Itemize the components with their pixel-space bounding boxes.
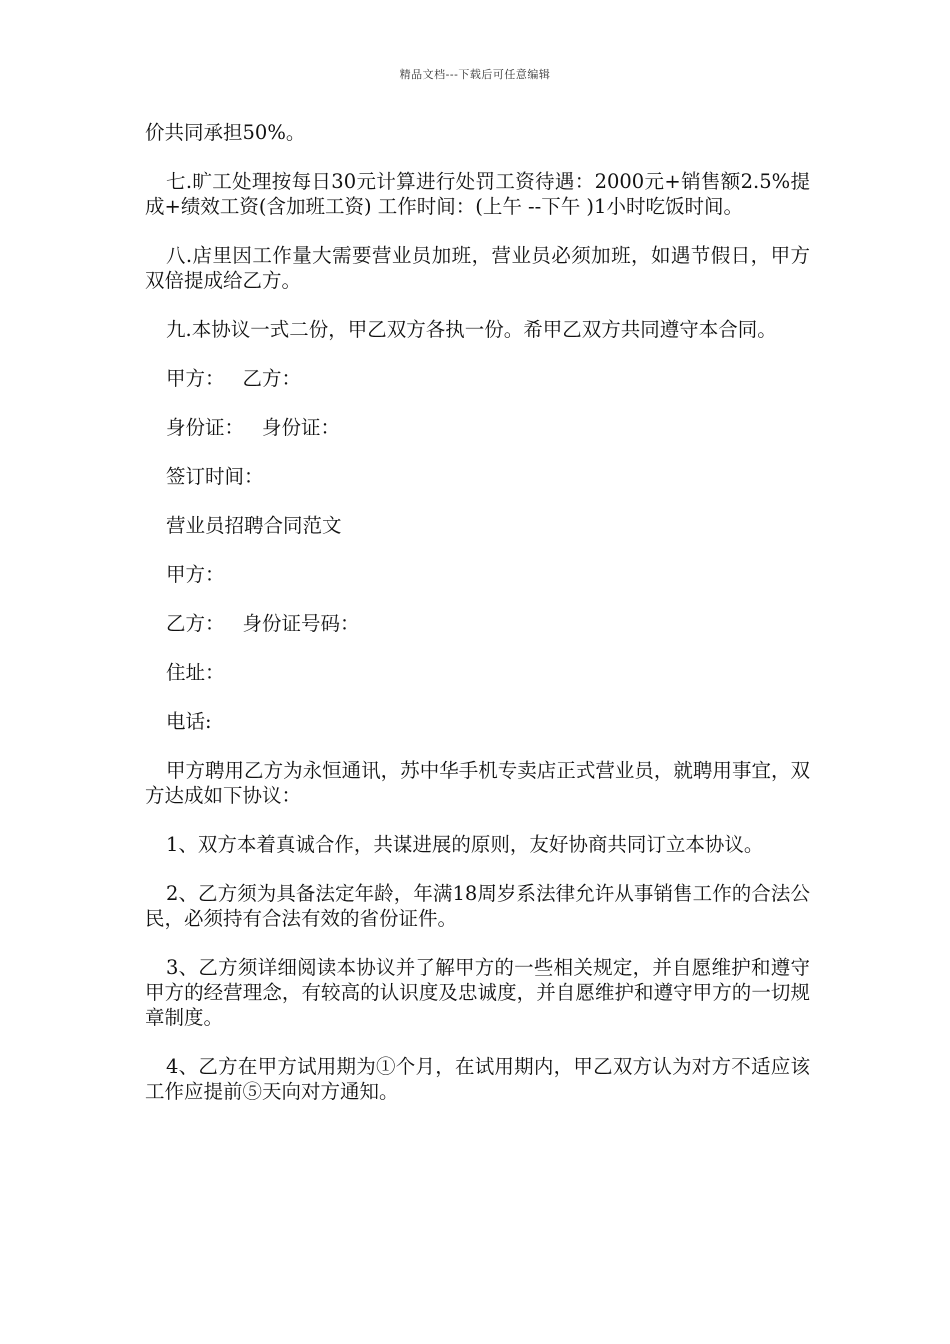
contract-clause-4: 4、乙方在甲方试用期为①个月，在试用期内，甲乙双方认为对方不适应该工作应提前⑤天向对方通知。	[145, 1055, 810, 1103]
paragraph-clause-8: 八.店里因工作量大需要营业员加班，营业员必须加班，如遇节假日，甲方双倍提成给乙方。	[145, 244, 810, 292]
contract-clause-3: 3、乙方须详细阅读本协议并了解甲方的一些相关规定，并自愿维护和遵守甲方的经营理念，有较高的认识度及忠诚度，并自愿维护和遵守甲方的一切规章制度。	[145, 956, 810, 1029]
paragraph-cost-share: 价共同承担50%。	[145, 121, 306, 144]
signature-id-b: 身份证：	[262, 416, 341, 439]
paragraph-clause-7: 七.旷工处理按每日30元计算进行处罚工资待遇：2000元+销售额2.5%提成+绩效工资(含加班工资) 工作时间：(上午 --下午 )1小时吃饭时间。	[145, 170, 810, 218]
contract-party-b-line	[145, 611, 810, 636]
signature-party-a: 甲方：	[166, 367, 225, 390]
signature-parties-line	[145, 366, 810, 391]
contract-phone: 电话:	[166, 710, 212, 733]
contract-party-a: 甲方：	[166, 563, 225, 586]
page-header: 精品文档---下载后可任意编辑	[399, 68, 551, 81]
signature-party-b: 乙方：	[242, 367, 302, 390]
contract-address: 住址：	[166, 661, 225, 684]
signature-id-line	[145, 415, 810, 440]
contract-clause-1: 1、双方本着真诚合作，共谋进展的原则，友好协商共同订立本协议。	[166, 833, 764, 856]
contract-id-number: 身份证号码：	[242, 612, 360, 635]
contract-party-b: 乙方：	[166, 612, 225, 635]
contract-intro: 甲方聘用乙方为永恒通讯，苏中华手机专卖店正式营业员，就聘用事宜，双方达成如下协议：	[145, 759, 810, 807]
contract-clause-2: 2、乙方须为具备法定年龄，年满18周岁系法律允许从事销售工作的合法公民，必须持有合法有效的省份证件。	[145, 882, 810, 930]
contract-title: 营业员招聘合同范文	[166, 514, 342, 537]
document-body	[145, 120, 810, 1128]
signature-date: 签订时间：	[166, 465, 264, 488]
paragraph-clause-9: 九.本协议一式二份，甲乙双方各执一份。希甲乙双方共同遵守本合同。	[166, 318, 777, 341]
signature-id-a: 身份证：	[166, 416, 245, 439]
